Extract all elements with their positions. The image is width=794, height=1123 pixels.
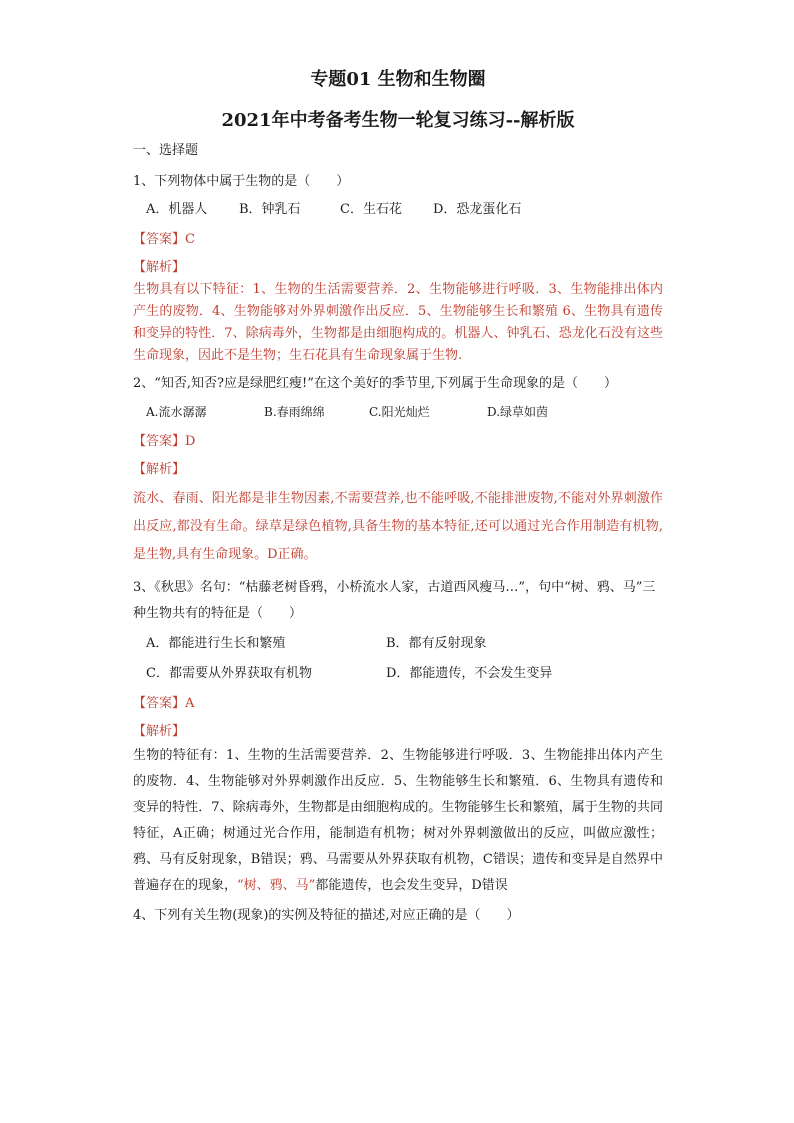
question-3-options — [146, 629, 663, 689]
option-a: A．都能进行生长和繁殖 — [146, 636, 286, 651]
question-3-explanation — [133, 743, 663, 899]
answer-label: 【答案】 — [133, 696, 186, 711]
question-3-answer — [133, 693, 663, 715]
question-1-explain-label: 【解析】 — [133, 260, 186, 275]
page-subtitle: 2021年中考备考生物一轮复习练习--解析版 — [221, 110, 575, 131]
answer-value: D — [185, 434, 196, 449]
question-2-options — [146, 401, 663, 423]
question-1-options — [146, 199, 663, 221]
answer-value: C — [185, 232, 195, 247]
option-d: D.绿草如茵 — [487, 405, 549, 419]
question-3-explain-label: 【解析】 — [133, 724, 186, 739]
question-2-explain-label: 【解析】 — [133, 462, 186, 477]
option-a: A.流水潺潺 — [146, 405, 207, 419]
question-2-answer — [133, 431, 663, 453]
explanation-quote: “树、鸦、马” — [237, 878, 316, 893]
page-title: 专题01 生物和生物圈 — [310, 69, 486, 90]
options-row-2 — [146, 659, 663, 689]
option-c: C．都需要从外界获取有机物 — [146, 666, 312, 681]
option-b: B．都有反射现象 — [386, 636, 487, 651]
options-row-1 — [146, 629, 663, 659]
option-d: D．恐龙蛋化石 — [433, 202, 522, 217]
option-b: B.春雨绵绵 — [264, 405, 325, 419]
question-2-explanation: 流水、春雨、阳光都是非生物因素,不需要营养,也不能呼吸,不能排泄废物,不能对外界刺激作出反应,都没有生命。绿草是绿色植物,具备生物的基本特征,还可以通过光合作用制造有机物,是生物,具有生命现象。D正确。 — [133, 491, 663, 562]
question-1-answer — [133, 229, 663, 251]
option-c: C.阳光灿烂 — [369, 405, 430, 419]
question-3-stem: 3、《秋思》名句：“枯藤老树昏鸦，小桥流水人家，古道西风瘦马…”，句中“树、鸦、马”三种生物共有的特征是（ ） — [133, 580, 656, 621]
question-1-stem: 1、下列物体中属于生物的是（ ） — [133, 174, 350, 189]
option-d: D．都能遗传，不会发生变异 — [386, 666, 553, 681]
explanation-main: 生物的特征有：1、生物的生活需要营养．2、生物能够进行呼吸．3、生物能排出体内产生的废物．4、生物能够对外界刺激作出反应．5、生物能够生长和繁殖．6、生物具有遗传和变异的特性．7、除病毒外，生物都是由细胞构成的。生物能够生长和繁殖，属于生物的共同特征，A正确；树通过光合作用，能制造有机物；树对外界刺激做出的反应，叫做应激性；鸦、马有反射现象，B错误；鸦、马需要从外界获取有机物，C错误；遗传和变异是自然界中普遍存在的现象， — [133, 748, 663, 893]
document-page — [133, 68, 663, 927]
explanation-tail: 都能遗传，也会发生变异，D错误 — [315, 878, 508, 893]
question-1-explanation: 生物具有以下特征：1、生物的生活需要营养．2、生物能够进行呼吸．3、生物能排出体内产生的废物．4、生物能够对外界刺激作出反应．5、生物能够生长和繁殖 6、生物具有遗传和变异的特性．7、除病毒外，生物都是由细胞构成的。机器人、钟乳石、恐龙化石没有这些生命现象，因此不是生物；生石花具有生命现象属于生物. — [133, 282, 663, 363]
answer-label: 【答案】 — [133, 232, 186, 247]
answer-value: A — [185, 696, 195, 711]
question-4-stem: 4、下列有关生物(现象)的实例及特征的描述,对应正确的是（ ） — [133, 908, 520, 923]
option-b: B．钟乳石 — [239, 202, 301, 217]
option-c: C．生石花 — [340, 202, 402, 217]
section-heading: 一、选择题 — [133, 143, 199, 158]
question-2-stem: 2、“知否,知否?应是绿肥红瘦!”在这个美好的季节里,下列属于生命现象的是（ ） — [133, 376, 618, 391]
answer-label: 【答案】 — [133, 434, 186, 449]
option-a: A．机器人 — [146, 202, 208, 217]
